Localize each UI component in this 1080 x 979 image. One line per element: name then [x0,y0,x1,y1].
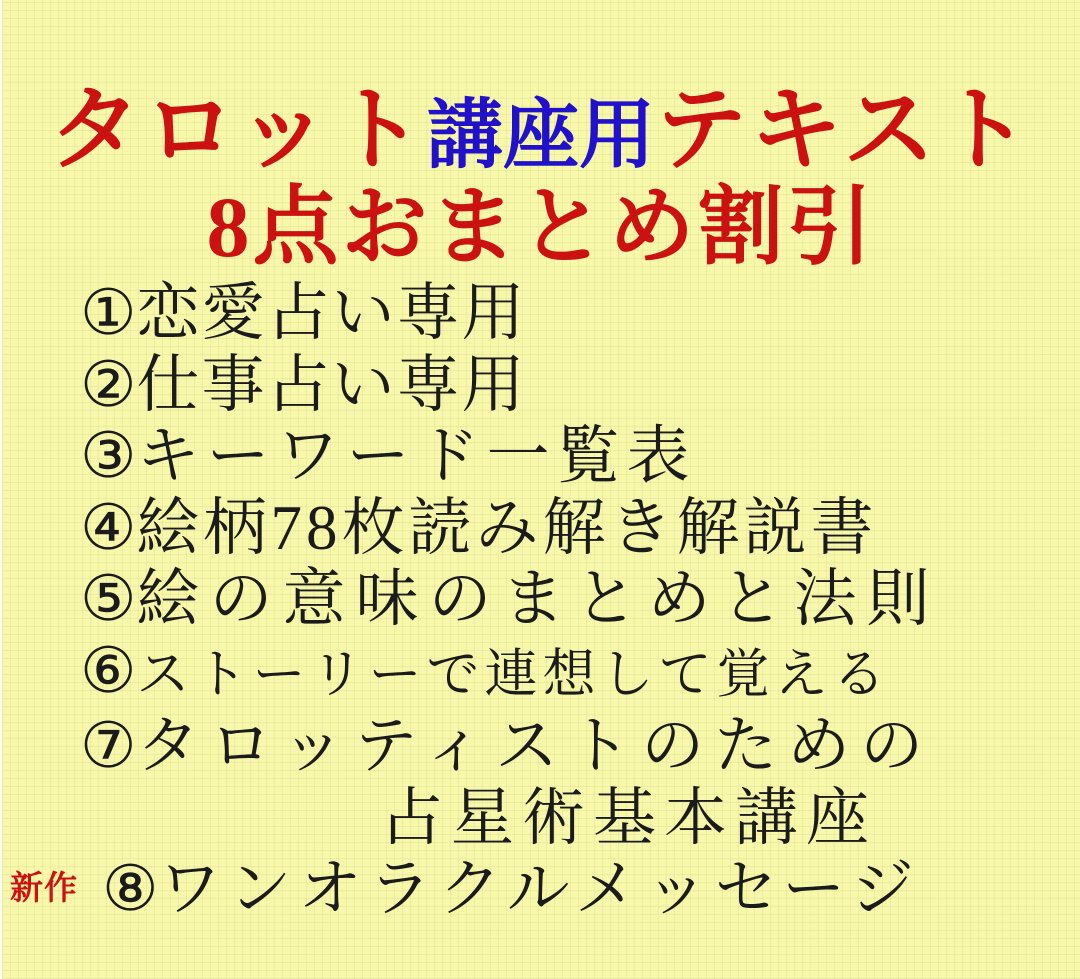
circled-number-4: ④ [80,492,137,563]
title-part-text: テキスト [655,79,1034,181]
circled-number-3: ③ [80,421,137,491]
circled-number-5: ⑤ [80,564,137,634]
list-item [2,854,1080,926]
new-release-badge: 新作 [10,871,78,907]
list-item [2,421,1080,493]
list-item-label: ワンオラクルメッセージ [158,854,921,924]
title-line-1 [2,79,1080,182]
list-item-continuation [2,783,1080,855]
list-item-label: 絵柄78枚読み解き解説書 [136,492,878,563]
list-item-label: ストーリーで連想して覚える [136,645,891,704]
list-item [2,350,1080,422]
title-line-2: 8点おまとめ割引 [206,179,876,275]
circled-number-1: ① [80,278,137,348]
list-item-label: タロッティストのための [136,711,934,781]
list-item-label: キーワード一覧表 [136,421,697,491]
list-item [2,636,1080,712]
list-item-label: 恋愛占い専用 [136,278,527,348]
circled-number-6: ⑥ [80,635,137,706]
title-block [2,0,1080,275]
list-item [2,564,1080,636]
title-part-tarot: タロット [48,79,427,181]
circled-number-7: ⑦ [80,711,137,781]
title-part-course-use: 講座用 [427,94,655,178]
list-item-label: 占星術基本講座 [380,782,877,853]
product-list [2,278,1080,926]
list-item [2,278,1080,350]
circled-number-8: ⑧ [102,854,159,924]
list-item [2,493,1080,565]
list-item-label: 仕事占い専用 [136,349,527,420]
list-item [2,711,1080,783]
list-item-label: 絵の意味のまとめと法則 [136,564,940,634]
circled-number-2: ② [80,349,137,420]
